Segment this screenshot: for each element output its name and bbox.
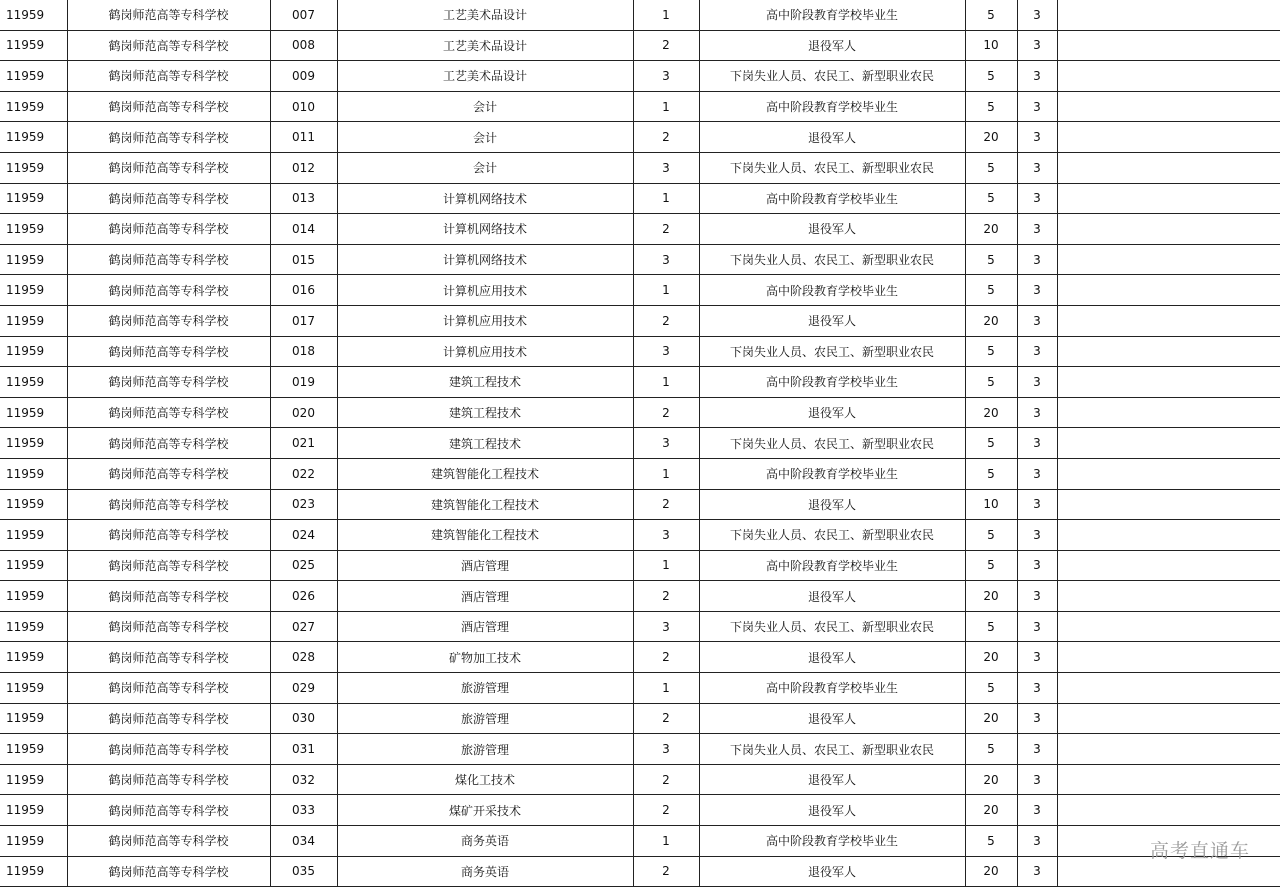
- school-code-cell: 11959: [0, 397, 67, 428]
- plan-count-cell: 5: [965, 673, 1017, 704]
- plan-count-cell: 5: [965, 61, 1017, 92]
- table-row: [0, 856, 1280, 887]
- category-code-cell: 2: [633, 305, 699, 336]
- plan-count-cell: 5: [965, 520, 1017, 551]
- remarks-cell: [1057, 183, 1280, 214]
- plan-count-cell: 5: [965, 826, 1017, 857]
- school-code-cell: 11959: [0, 458, 67, 489]
- plan-count-cell: 5: [965, 336, 1017, 367]
- duration-cell: 3: [1017, 61, 1057, 92]
- plan-count-cell: 5: [965, 367, 1017, 398]
- enrollment-category-cell: 退役军人: [699, 397, 965, 428]
- school-name-cell: 鹤岗师范高等专科学校: [67, 673, 270, 704]
- remarks-cell: [1057, 520, 1280, 551]
- major-code-cell: 018: [270, 336, 337, 367]
- remarks-cell: [1057, 397, 1280, 428]
- plan-count-cell: 5: [965, 428, 1017, 459]
- major-code-cell: 020: [270, 397, 337, 428]
- enrollment-category-cell: 退役军人: [699, 581, 965, 612]
- enrollment-category-cell: 高中阶段教育学校毕业生: [699, 550, 965, 581]
- remarks-cell: [1057, 336, 1280, 367]
- table-row: [0, 397, 1280, 428]
- duration-cell: 3: [1017, 428, 1057, 459]
- category-code-cell: 1: [633, 183, 699, 214]
- school-name-cell: 鹤岗师范高等专科学校: [67, 826, 270, 857]
- major-name-cell: 商务英语: [337, 826, 633, 857]
- category-code-cell: 3: [633, 152, 699, 183]
- school-code-cell: 11959: [0, 428, 67, 459]
- watermark-text: 高考直通车: [1149, 840, 1250, 862]
- major-code-cell: 033: [270, 795, 337, 826]
- duration-cell: 3: [1017, 214, 1057, 245]
- remarks-cell: [1057, 0, 1280, 30]
- major-name-cell: 建筑工程技术: [337, 397, 633, 428]
- major-code-cell: 023: [270, 489, 337, 520]
- enrollment-category-cell: 下岗失业人员、农民工、新型职业农民: [699, 428, 965, 459]
- category-code-cell: 1: [633, 0, 699, 30]
- remarks-cell: [1057, 458, 1280, 489]
- duration-cell: 3: [1017, 520, 1057, 551]
- school-name-cell: 鹤岗师范高等专科学校: [67, 642, 270, 673]
- school-code-cell: 11959: [0, 30, 67, 61]
- major-code-cell: 008: [270, 30, 337, 61]
- remarks-cell: [1057, 795, 1280, 826]
- school-name-cell: 鹤岗师范高等专科学校: [67, 183, 270, 214]
- table-row: [0, 214, 1280, 245]
- plan-count-cell: 5: [965, 734, 1017, 765]
- enrollment-category-cell: 退役军人: [699, 30, 965, 61]
- remarks-cell: [1057, 214, 1280, 245]
- major-name-cell: 旅游管理: [337, 734, 633, 765]
- school-name-cell: 鹤岗师范高等专科学校: [67, 244, 270, 275]
- school-code-cell: 11959: [0, 611, 67, 642]
- plan-count-cell: 20: [965, 581, 1017, 612]
- school-name-cell: 鹤岗师范高等专科学校: [67, 275, 270, 306]
- table-row: [0, 367, 1280, 398]
- enrollment-category-cell: 高中阶段教育学校毕业生: [699, 91, 965, 122]
- remarks-cell: [1057, 61, 1280, 92]
- enrollment-category-cell: 退役军人: [699, 764, 965, 795]
- major-name-cell: 会计: [337, 152, 633, 183]
- major-name-cell: 煤矿开采技术: [337, 795, 633, 826]
- school-name-cell: 鹤岗师范高等专科学校: [67, 611, 270, 642]
- school-name-cell: 鹤岗师范高等专科学校: [67, 489, 270, 520]
- duration-cell: 3: [1017, 91, 1057, 122]
- enrollment-category-cell: 退役军人: [699, 489, 965, 520]
- major-name-cell: 计算机应用技术: [337, 305, 633, 336]
- school-name-cell: 鹤岗师范高等专科学校: [67, 764, 270, 795]
- school-code-cell: 11959: [0, 764, 67, 795]
- major-code-cell: 022: [270, 458, 337, 489]
- major-name-cell: 旅游管理: [337, 703, 633, 734]
- table-row: [0, 91, 1280, 122]
- plan-count-cell: 20: [965, 795, 1017, 826]
- major-code-cell: 015: [270, 244, 337, 275]
- enrollment-category-cell: 下岗失业人员、农民工、新型职业农民: [699, 336, 965, 367]
- duration-cell: 3: [1017, 764, 1057, 795]
- category-code-cell: 2: [633, 764, 699, 795]
- remarks-cell: [1057, 30, 1280, 61]
- enrollment-category-cell: 下岗失业人员、农民工、新型职业农民: [699, 244, 965, 275]
- major-code-cell: 029: [270, 673, 337, 704]
- duration-cell: 3: [1017, 458, 1057, 489]
- category-code-cell: 2: [633, 703, 699, 734]
- major-code-cell: 017: [270, 305, 337, 336]
- plan-count-cell: 20: [965, 122, 1017, 153]
- remarks-cell: [1057, 489, 1280, 520]
- enrollment-category-cell: 下岗失业人员、农民工、新型职业农民: [699, 152, 965, 183]
- enrollment-category-cell: 退役军人: [699, 122, 965, 153]
- remarks-cell: [1057, 581, 1280, 612]
- category-code-cell: 2: [633, 489, 699, 520]
- enrollment-category-cell: 高中阶段教育学校毕业生: [699, 275, 965, 306]
- plan-count-cell: 5: [965, 458, 1017, 489]
- plan-count-cell: 20: [965, 305, 1017, 336]
- duration-cell: 3: [1017, 856, 1057, 887]
- major-code-cell: 007: [270, 0, 337, 30]
- school-code-cell: 11959: [0, 122, 67, 153]
- remarks-cell: [1057, 642, 1280, 673]
- duration-cell: 3: [1017, 642, 1057, 673]
- school-code-cell: 11959: [0, 214, 67, 245]
- remarks-cell: [1057, 275, 1280, 306]
- table-row: [0, 581, 1280, 612]
- table-row: [0, 122, 1280, 153]
- category-code-cell: 3: [633, 520, 699, 551]
- duration-cell: 3: [1017, 550, 1057, 581]
- major-name-cell: 煤化工技术: [337, 764, 633, 795]
- table-row: [0, 611, 1280, 642]
- school-code-cell: 11959: [0, 183, 67, 214]
- table-row: [0, 734, 1280, 765]
- major-name-cell: 酒店管理: [337, 581, 633, 612]
- school-name-cell: 鹤岗师范高等专科学校: [67, 703, 270, 734]
- major-name-cell: 计算机网络技术: [337, 214, 633, 245]
- table-row: [0, 61, 1280, 92]
- school-code-cell: 11959: [0, 367, 67, 398]
- duration-cell: 3: [1017, 489, 1057, 520]
- enrollment-category-cell: 高中阶段教育学校毕业生: [699, 0, 965, 30]
- duration-cell: 3: [1017, 183, 1057, 214]
- major-name-cell: 工艺美术品设计: [337, 61, 633, 92]
- table-row: [0, 642, 1280, 673]
- major-name-cell: 工艺美术品设计: [337, 30, 633, 61]
- table-row: [0, 0, 1280, 30]
- major-code-cell: 012: [270, 152, 337, 183]
- major-name-cell: 酒店管理: [337, 550, 633, 581]
- plan-count-cell: 5: [965, 0, 1017, 30]
- category-code-cell: 2: [633, 122, 699, 153]
- category-code-cell: 3: [633, 611, 699, 642]
- school-code-cell: 11959: [0, 91, 67, 122]
- enrollment-category-cell: 退役军人: [699, 305, 965, 336]
- school-name-cell: 鹤岗师范高等专科学校: [67, 91, 270, 122]
- category-code-cell: 2: [633, 642, 699, 673]
- table-row: [0, 30, 1280, 61]
- category-code-cell: 2: [633, 214, 699, 245]
- school-code-cell: 11959: [0, 856, 67, 887]
- remarks-cell: [1057, 122, 1280, 153]
- duration-cell: 3: [1017, 336, 1057, 367]
- major-code-cell: 025: [270, 550, 337, 581]
- table-row: [0, 183, 1280, 214]
- major-name-cell: 计算机应用技术: [337, 275, 633, 306]
- table-row: [0, 550, 1280, 581]
- major-name-cell: 建筑工程技术: [337, 367, 633, 398]
- category-code-cell: 3: [633, 244, 699, 275]
- major-code-cell: 021: [270, 428, 337, 459]
- plan-count-cell: 20: [965, 642, 1017, 673]
- enrollment-category-cell: 高中阶段教育学校毕业生: [699, 367, 965, 398]
- major-name-cell: 会计: [337, 122, 633, 153]
- remarks-cell: [1057, 91, 1280, 122]
- table-row: [0, 520, 1280, 551]
- table-row: [0, 826, 1280, 857]
- duration-cell: 3: [1017, 0, 1057, 30]
- school-code-cell: 11959: [0, 336, 67, 367]
- plan-count-cell: 5: [965, 152, 1017, 183]
- major-name-cell: 建筑智能化工程技术: [337, 458, 633, 489]
- duration-cell: 3: [1017, 367, 1057, 398]
- remarks-cell: [1057, 703, 1280, 734]
- duration-cell: 3: [1017, 275, 1057, 306]
- category-code-cell: 1: [633, 367, 699, 398]
- table-row: [0, 489, 1280, 520]
- school-code-cell: 11959: [0, 305, 67, 336]
- enrollment-category-cell: 高中阶段教育学校毕业生: [699, 183, 965, 214]
- school-code-cell: 11959: [0, 61, 67, 92]
- major-code-cell: 034: [270, 826, 337, 857]
- major-code-cell: 031: [270, 734, 337, 765]
- duration-cell: 3: [1017, 152, 1057, 183]
- enrollment-category-cell: 高中阶段教育学校毕业生: [699, 673, 965, 704]
- remarks-cell: [1057, 428, 1280, 459]
- remarks-cell: [1057, 764, 1280, 795]
- school-name-cell: 鹤岗师范高等专科学校: [67, 520, 270, 551]
- table-row: [0, 795, 1280, 826]
- major-code-cell: 011: [270, 122, 337, 153]
- enrollment-category-cell: 退役军人: [699, 703, 965, 734]
- major-code-cell: 035: [270, 856, 337, 887]
- enrollment-category-cell: 下岗失业人员、农民工、新型职业农民: [699, 734, 965, 765]
- school-code-cell: 11959: [0, 734, 67, 765]
- table-row: [0, 336, 1280, 367]
- duration-cell: 3: [1017, 611, 1057, 642]
- duration-cell: 3: [1017, 703, 1057, 734]
- school-name-cell: 鹤岗师范高等专科学校: [67, 795, 270, 826]
- category-code-cell: 1: [633, 826, 699, 857]
- category-code-cell: 3: [633, 61, 699, 92]
- plan-count-cell: 20: [965, 856, 1017, 887]
- major-code-cell: 024: [270, 520, 337, 551]
- major-code-cell: 013: [270, 183, 337, 214]
- category-code-cell: 2: [633, 397, 699, 428]
- enrollment-category-cell: 下岗失业人员、农民工、新型职业农民: [699, 611, 965, 642]
- category-code-cell: 2: [633, 30, 699, 61]
- major-code-cell: 010: [270, 91, 337, 122]
- duration-cell: 3: [1017, 397, 1057, 428]
- major-code-cell: 027: [270, 611, 337, 642]
- table-row: [0, 458, 1280, 489]
- plan-count-cell: 20: [965, 397, 1017, 428]
- school-code-cell: 11959: [0, 550, 67, 581]
- category-code-cell: 1: [633, 91, 699, 122]
- enrollment-category-cell: 高中阶段教育学校毕业生: [699, 458, 965, 489]
- table-row: [0, 275, 1280, 306]
- category-code-cell: 2: [633, 581, 699, 612]
- table-row: [0, 764, 1280, 795]
- school-name-cell: 鹤岗师范高等专科学校: [67, 122, 270, 153]
- school-code-cell: 11959: [0, 152, 67, 183]
- duration-cell: 3: [1017, 795, 1057, 826]
- school-name-cell: 鹤岗师范高等专科学校: [67, 581, 270, 612]
- school-code-cell: 11959: [0, 489, 67, 520]
- school-name-cell: 鹤岗师范高等专科学校: [67, 61, 270, 92]
- major-name-cell: 矿物加工技术: [337, 642, 633, 673]
- plan-count-cell: 5: [965, 244, 1017, 275]
- major-code-cell: 032: [270, 764, 337, 795]
- remarks-cell: [1057, 244, 1280, 275]
- plan-count-cell: 20: [965, 214, 1017, 245]
- table-row: [0, 428, 1280, 459]
- plan-count-cell: 20: [965, 764, 1017, 795]
- remarks-cell: [1057, 152, 1280, 183]
- major-code-cell: 009: [270, 61, 337, 92]
- school-name-cell: 鹤岗师范高等专科学校: [67, 305, 270, 336]
- duration-cell: 3: [1017, 30, 1057, 61]
- plan-count-cell: 5: [965, 91, 1017, 122]
- school-name-cell: 鹤岗师范高等专科学校: [67, 214, 270, 245]
- duration-cell: 3: [1017, 122, 1057, 153]
- major-name-cell: 计算机网络技术: [337, 183, 633, 214]
- enrollment-category-cell: 下岗失业人员、农民工、新型职业农民: [699, 61, 965, 92]
- remarks-cell: [1057, 673, 1280, 704]
- major-name-cell: 商务英语: [337, 856, 633, 887]
- duration-cell: 3: [1017, 581, 1057, 612]
- remarks-cell: [1057, 550, 1280, 581]
- plan-count-cell: 10: [965, 489, 1017, 520]
- school-name-cell: 鹤岗师范高等专科学校: [67, 0, 270, 30]
- major-name-cell: 计算机应用技术: [337, 336, 633, 367]
- school-code-cell: 11959: [0, 703, 67, 734]
- plan-count-cell: 5: [965, 183, 1017, 214]
- table-row: [0, 673, 1280, 704]
- category-code-cell: 3: [633, 428, 699, 459]
- major-name-cell: 建筑智能化工程技术: [337, 520, 633, 551]
- major-name-cell: 建筑智能化工程技术: [337, 489, 633, 520]
- major-code-cell: 026: [270, 581, 337, 612]
- school-code-cell: 11959: [0, 642, 67, 673]
- plan-count-cell: 5: [965, 611, 1017, 642]
- table-row: [0, 244, 1280, 275]
- duration-cell: 3: [1017, 244, 1057, 275]
- school-name-cell: 鹤岗师范高等专科学校: [67, 367, 270, 398]
- school-name-cell: 鹤岗师范高等专科学校: [67, 30, 270, 61]
- table-row: [0, 152, 1280, 183]
- category-code-cell: 3: [633, 336, 699, 367]
- school-code-cell: 11959: [0, 275, 67, 306]
- enrollment-category-cell: 退役军人: [699, 642, 965, 673]
- school-code-cell: 11959: [0, 673, 67, 704]
- plan-count-cell: 10: [965, 30, 1017, 61]
- category-code-cell: 3: [633, 734, 699, 765]
- plan-count-cell: 5: [965, 275, 1017, 306]
- remarks-cell: [1057, 611, 1280, 642]
- school-name-cell: 鹤岗师范高等专科学校: [67, 734, 270, 765]
- major-name-cell: 旅游管理: [337, 673, 633, 704]
- category-code-cell: 1: [633, 275, 699, 306]
- category-code-cell: 1: [633, 673, 699, 704]
- school-name-cell: 鹤岗师范高等专科学校: [67, 336, 270, 367]
- plan-count-cell: 5: [965, 550, 1017, 581]
- enrollment-category-cell: 下岗失业人员、农民工、新型职业农民: [699, 520, 965, 551]
- category-code-cell: 2: [633, 856, 699, 887]
- major-name-cell: 建筑工程技术: [337, 428, 633, 459]
- school-code-cell: 11959: [0, 244, 67, 275]
- school-code-cell: 11959: [0, 520, 67, 551]
- remarks-cell: [1057, 734, 1280, 765]
- plan-count-cell: 20: [965, 703, 1017, 734]
- duration-cell: 3: [1017, 673, 1057, 704]
- duration-cell: 3: [1017, 826, 1057, 857]
- table-row: [0, 703, 1280, 734]
- table-row: [0, 305, 1280, 336]
- enrollment-category-cell: 退役军人: [699, 214, 965, 245]
- major-code-cell: 016: [270, 275, 337, 306]
- major-code-cell: 014: [270, 214, 337, 245]
- major-name-cell: 计算机网络技术: [337, 244, 633, 275]
- duration-cell: 3: [1017, 305, 1057, 336]
- major-name-cell: 会计: [337, 91, 633, 122]
- category-code-cell: 2: [633, 795, 699, 826]
- school-code-cell: 11959: [0, 0, 67, 30]
- remarks-cell: [1057, 367, 1280, 398]
- school-code-cell: 11959: [0, 795, 67, 826]
- major-name-cell: 酒店管理: [337, 611, 633, 642]
- category-code-cell: 1: [633, 458, 699, 489]
- school-name-cell: 鹤岗师范高等专科学校: [67, 152, 270, 183]
- school-name-cell: 鹤岗师范高等专科学校: [67, 550, 270, 581]
- school-code-cell: 11959: [0, 826, 67, 857]
- major-code-cell: 019: [270, 367, 337, 398]
- enrollment-category-cell: 高中阶段教育学校毕业生: [699, 826, 965, 857]
- school-name-cell: 鹤岗师范高等专科学校: [67, 428, 270, 459]
- enrollment-category-cell: 退役军人: [699, 856, 965, 887]
- category-code-cell: 1: [633, 550, 699, 581]
- school-name-cell: 鹤岗师范高等专科学校: [67, 856, 270, 887]
- school-name-cell: 鹤岗师范高等专科学校: [67, 397, 270, 428]
- school-code-cell: 11959: [0, 581, 67, 612]
- major-code-cell: 028: [270, 642, 337, 673]
- enrollment-category-cell: 退役军人: [699, 795, 965, 826]
- major-name-cell: 工艺美术品设计: [337, 0, 633, 30]
- remarks-cell: [1057, 305, 1280, 336]
- duration-cell: 3: [1017, 734, 1057, 765]
- major-code-cell: 030: [270, 703, 337, 734]
- school-name-cell: 鹤岗师范高等专科学校: [67, 458, 270, 489]
